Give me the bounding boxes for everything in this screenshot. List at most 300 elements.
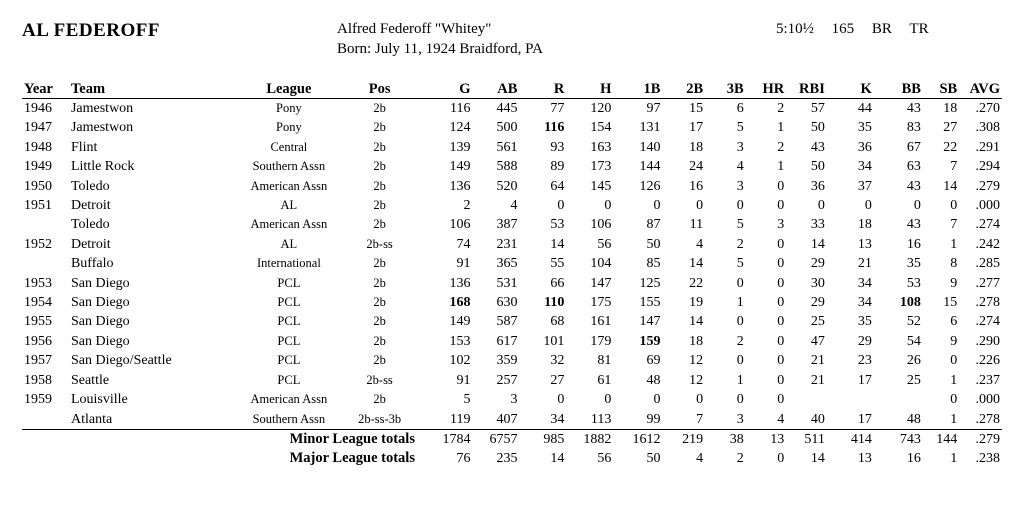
cell-league: Pony [276,120,302,135]
cell-pos: 2b [373,139,386,154]
cell-league: Southern Assn [252,411,326,426]
cell-h: 56 [597,236,612,252]
cell-h: 0 [604,198,612,214]
cell-sb: 22 [943,139,958,155]
cell-year: 1956 [24,333,52,349]
cell-h: 61 [597,372,612,388]
cell-b3: 6 [736,101,744,116]
cell-team: Atlanta [70,411,113,427]
player-full-name: Alfred Federoff "Whitey" [337,21,492,37]
cell-team: Seattle [70,372,110,388]
cell-team: Buffalo [70,256,114,272]
stats-row [22,235,1002,254]
player-height: 5:10½ [776,21,814,37]
cell-g: 168 [449,295,471,311]
cell-b1: 50 [646,451,661,467]
cell-avg: .291 [975,139,1000,155]
cell-rbi [786,390,827,409]
cell-sb: 8 [950,256,958,272]
cell-b2: 14 [689,256,704,272]
totals-row [22,449,1002,468]
cell-year [22,410,69,430]
cell-h: 113 [590,411,612,427]
cell-rbi: 50 [810,159,825,175]
stats-row [22,293,1002,312]
stats-row [22,390,1002,409]
cell-sb: 9 [950,333,958,349]
cell-b3: 1 [736,372,744,388]
cell-sb: 7 [950,159,958,175]
cell-b1: 144 [639,159,661,175]
cell-b3: 5 [736,256,744,272]
cell-team: Flint [70,139,98,155]
cell-league: American Assn [250,178,328,193]
cell-sb: 14 [943,178,958,194]
cell-g: 119 [449,411,471,427]
cell-k: 37 [857,178,872,194]
cell-hr: 0 [777,372,785,388]
cell-pos: 2b [373,314,386,329]
cell-k: 44 [857,101,872,116]
cell-g: 91 [456,372,471,388]
cell-team: San Diego [70,314,130,330]
cell-b2: 22 [689,275,704,291]
cell-bb: 67 [906,139,921,155]
cell-ab: 6757 [472,429,519,449]
cell-hr: 13 [746,429,787,449]
cell-hr: 0 [777,333,785,349]
cell-sb: 0 [950,198,958,214]
cell-bb: 16 [906,236,921,252]
cell-g: 5 [463,392,471,408]
cell-year: 1953 [24,275,52,291]
cell-bb: 63 [906,159,921,175]
cell-sb: 1 [950,372,958,388]
cell-b1: 85 [646,256,661,272]
cell-ab: 561 [496,139,518,155]
cell-year: 1957 [24,353,52,369]
cell-rbi: 36 [810,178,825,194]
cell-team: Little Rock [70,159,135,175]
stats-row [22,118,1002,137]
cell-bb: 35 [906,256,921,272]
cell-rbi: 14 [810,236,825,252]
cell-bb: 83 [906,120,921,136]
column-header: AB [472,80,519,99]
cell-league: PCL [277,372,301,387]
cell-ab: 407 [496,411,518,427]
cell-b1: 0 [653,392,661,408]
cell-k: 17 [857,372,872,388]
cell-r: 77 [550,101,565,116]
cell-rbi: 40 [810,411,825,427]
cell-rbi: 57 [810,101,825,116]
cell-b3: 38 [705,429,746,449]
cell-sb: 144 [923,429,959,449]
cell-bb: 43 [906,217,921,233]
cell-rbi: 21 [810,353,825,369]
cell-ab: 520 [496,178,518,194]
cell-league: International [256,256,321,271]
cell-k: 18 [857,217,872,233]
cell-avg: .285 [975,256,1000,272]
cell-sb: 9 [950,275,958,291]
cell-h: 1882 [566,429,613,449]
cell-team: Toledo [70,217,110,233]
cell-b2: 0 [696,392,704,408]
cell-b1: 48 [646,372,661,388]
cell-hr: 0 [777,392,785,408]
column-header: RBI [786,80,827,99]
cell-b3: 0 [736,314,744,330]
cell-g: 153 [449,333,471,349]
stats-row [22,312,1002,331]
cell-hr: 2 [777,101,785,116]
cell-year [22,215,69,234]
cell-bb: 108 [899,295,921,311]
cell-h: 161 [590,314,612,330]
cell-b1: 125 [639,275,661,291]
cell-r: 14 [550,236,565,252]
cell-ab: 365 [496,256,518,272]
cell-h: 104 [590,256,612,272]
column-header: Year [22,80,69,99]
cell-avg: .000 [975,198,1000,214]
cell-h: 145 [590,178,612,194]
cell-b3: 0 [736,198,744,214]
cell-g: 139 [449,139,471,155]
cell-bb: 48 [906,411,921,427]
cell-year: 1955 [24,314,52,330]
cell-r: 68 [550,314,565,330]
cell-league: American Assn [250,392,328,407]
cell-year: 1958 [24,372,52,388]
cell-h: 154 [590,120,612,136]
totals-label: Major League totals [289,450,415,467]
cell-league: PCL [277,333,301,348]
cell-league: AL [280,198,298,213]
cell-bb: 25 [906,372,921,388]
cell-b1: 147 [639,314,661,330]
column-header: BB [874,80,923,99]
cell-team: Toledo [70,178,110,194]
cell-h: 81 [597,353,612,369]
cell-h: 56 [597,451,612,467]
cell-g: 149 [449,314,471,330]
cell-year: 1947 [24,120,52,136]
cell-team: San Diego [70,295,130,311]
cell-sb: 7 [950,217,958,233]
cell-b1: 131 [639,120,661,136]
cell-ab: 587 [496,314,518,330]
column-header: Team [69,80,236,99]
column-header: R [519,80,566,99]
cell-b3: 5 [736,120,744,136]
cell-g: 76 [456,451,471,467]
cell-league: Central [270,139,308,154]
cell-bb: 43 [906,101,921,116]
cell-pos: 2b [373,217,386,232]
cell-b1: 0 [653,198,661,214]
cell-bb: 43 [906,178,921,194]
cell-g: 102 [449,353,471,369]
cell-avg: .274 [975,314,1000,330]
column-header: K [827,80,874,99]
cell-b2: 18 [689,333,704,349]
cell-r: 64 [550,178,565,194]
column-header: G [417,80,473,99]
cell-k: 17 [857,411,872,427]
stats-row [22,351,1002,370]
cell-pos: 2b-ss-3b [358,411,402,426]
cell-avg: .237 [975,372,1000,388]
cell-bb: 54 [906,333,921,349]
cell-r: 34 [550,411,565,427]
cell-pos: 2b [373,256,386,271]
cell-ab: 257 [496,372,518,388]
cell-k: 35 [857,120,872,136]
cell-k: 34 [857,159,872,175]
cell-h: 173 [590,159,612,175]
cell-b1: 97 [646,101,661,116]
cell-avg: .308 [975,120,1000,136]
stats-row [22,138,1002,157]
cell-league: PCL [277,295,301,310]
stats-row [22,215,1002,234]
cell-rbi: 43 [810,139,825,155]
cell-k: 29 [857,333,872,349]
cell-b2: 219 [662,429,705,449]
cell-rbi: 511 [786,429,827,449]
cell-pos: 2b [373,295,386,310]
cell-hr: 1 [777,120,785,136]
cell-ab: 3 [510,392,518,408]
cell-avg: .226 [975,353,1000,369]
cell-g: 91 [456,256,471,272]
cell-hr: 4 [777,411,785,427]
cell-sb: 0 [950,392,958,408]
cell-hr: 2 [777,139,785,155]
cell-league: PCL [277,275,301,290]
cell-b1: 126 [639,178,661,194]
cell-bb: 16 [906,451,921,467]
cell-b2: 18 [689,139,704,155]
cell-ab: 231 [496,236,518,252]
player-weight: 165 [831,21,855,37]
cell-b2: 24 [689,159,704,175]
cell-avg: .000 [975,392,1000,408]
cell-b2: 16 [689,178,704,194]
cell-b3: 0 [736,275,744,291]
cell-bb: 743 [874,429,923,449]
cell-b2: 15 [689,101,704,116]
cell-r: 55 [550,256,565,272]
cell-hr: 3 [777,217,785,233]
column-header: 2B [662,80,705,99]
cell-rbi: 50 [810,120,825,136]
cell-b2: 4 [696,236,704,252]
stats-body [22,99,1002,469]
cell-avg: .274 [975,217,1000,233]
cell-g: 1784 [417,429,473,449]
column-header: HR [746,80,787,99]
cell-pos: 2b-ss [366,236,393,251]
player-physical-info [776,21,943,38]
cell-h: 120 [590,101,612,116]
cell-b2: 0 [696,198,704,214]
cell-b2: 17 [689,120,704,136]
cell-ab: 445 [496,101,518,116]
cell-b1: 159 [639,333,661,349]
cell-avg: .277 [975,275,1000,291]
cell-bb: 53 [906,275,921,291]
cell-ab: 4 [510,198,518,214]
cell-g: 2 [463,198,471,214]
cell-b1: 1612 [613,429,662,449]
cell-h: 0 [604,392,612,408]
cell-ab: 359 [496,353,518,369]
cell-h: 147 [590,275,612,291]
cell-b3: 3 [736,139,744,155]
cell-pos: 2b [373,159,386,174]
cell-league: American Assn [250,217,328,232]
cell-pos: 2b [373,333,386,348]
cell-r: 101 [543,333,565,349]
cell-hr: 0 [777,353,785,369]
cell-r: 110 [544,295,565,311]
stats-header-row [22,80,1002,99]
cell-team: Detroit [70,236,111,252]
cell-b1: 87 [646,217,661,233]
cell-avg: .279 [959,429,1002,449]
cell-hr: 0 [777,275,785,291]
cell-avg: .278 [975,411,1000,427]
cell-r: 66 [550,275,565,291]
cell-b3: 3 [736,178,744,194]
stats-table [22,80,1002,469]
cell-b2: 12 [689,353,704,369]
cell-pos: 2b [373,178,386,193]
cell-b3: 3 [736,411,744,427]
cell-k: 414 [827,429,874,449]
cell-year [22,254,69,273]
cell-h: 163 [590,139,612,155]
cell-ab: 500 [496,120,518,136]
cell-rbi: 47 [810,333,825,349]
cell-rbi: 33 [810,217,825,233]
cell-k: 21 [857,256,872,272]
cell-hr: 0 [777,236,785,252]
stats-row [22,99,1002,119]
cell-pos: 2b [373,120,386,135]
cell-league: Pony [276,101,302,115]
cell-hr: 0 [777,198,785,214]
stats-row [22,410,1002,430]
column-header: 1B [613,80,662,99]
cell-rbi: 30 [810,275,825,291]
cell-avg: .238 [975,451,1000,467]
cell-r: 14 [550,451,565,467]
column-header: League [236,80,343,99]
cell-rbi: 29 [810,256,825,272]
stats-row [22,177,1002,196]
cell-team: San Diego/Seattle [70,353,172,369]
totals-label: Minor League totals [22,429,417,449]
cell-avg: .290 [975,333,1000,349]
cell-b3: 2 [736,236,744,252]
cell-bb: 52 [906,314,921,330]
cell-b3: 2 [736,333,744,349]
cell-r: 53 [550,217,565,233]
column-header: Pos [342,80,417,99]
cell-r: 116 [544,120,565,136]
cell-year: 1948 [24,139,52,155]
cell-pos: 2b [373,198,386,213]
cell-hr: 0 [777,295,785,311]
cell-ab: 387 [496,217,518,233]
column-header: SB [923,80,959,99]
cell-avg: .270 [975,101,1000,116]
cell-rbi: 21 [810,372,825,388]
cell-b1: 99 [646,411,661,427]
cell-sb: 27 [943,120,958,136]
player-birth-info: Born: July 11, 1924 Braidford, PA [337,41,543,57]
cell-b1: 50 [646,236,661,252]
cell-b2: 19 [689,295,704,311]
cell-rbi: 0 [817,198,825,214]
cell-year: 1952 [24,236,52,252]
cell-year: 1951 [24,198,52,214]
cell-r: 32 [550,353,565,369]
cell-b2: 4 [696,451,704,467]
cell-year: 1959 [24,392,52,408]
cell-g: 106 [449,217,471,233]
cell-avg: .279 [975,178,1000,194]
cell-year: 1949 [24,159,52,175]
cell-avg: .278 [975,295,1000,311]
cell-g: 74 [456,236,471,252]
cell-b3: 5 [736,217,744,233]
cell-bb [874,390,923,409]
cell-team: Jamestwon [70,101,134,116]
cell-league: PCL [277,314,301,329]
cell-k: 0 [864,198,872,214]
cell-team: San Diego [70,275,130,291]
cell-sb: 1 [950,411,958,427]
cell-ab: 235 [496,451,518,467]
column-header: H [566,80,613,99]
cell-k: 34 [857,295,872,311]
cell-b3: 1 [736,295,744,311]
cell-pos: 2b [373,353,386,368]
cell-avg: .294 [975,159,1000,175]
cell-year: 1950 [24,178,52,194]
cell-ab: 630 [496,295,518,311]
cell-rbi: 25 [810,314,825,330]
cell-b3: 0 [736,353,744,369]
cell-k: 36 [857,139,872,155]
cell-ab: 617 [496,333,518,349]
cell-sb: 0 [950,353,958,369]
cell-year: 1946 [24,101,52,116]
cell-g: 116 [449,101,471,116]
column-header: 3B [705,80,746,99]
cell-r: 89 [550,159,565,175]
cell-rbi: 29 [810,295,825,311]
stats-row [22,254,1002,273]
cell-ab: 531 [496,275,518,291]
cell-b2: 12 [689,372,704,388]
